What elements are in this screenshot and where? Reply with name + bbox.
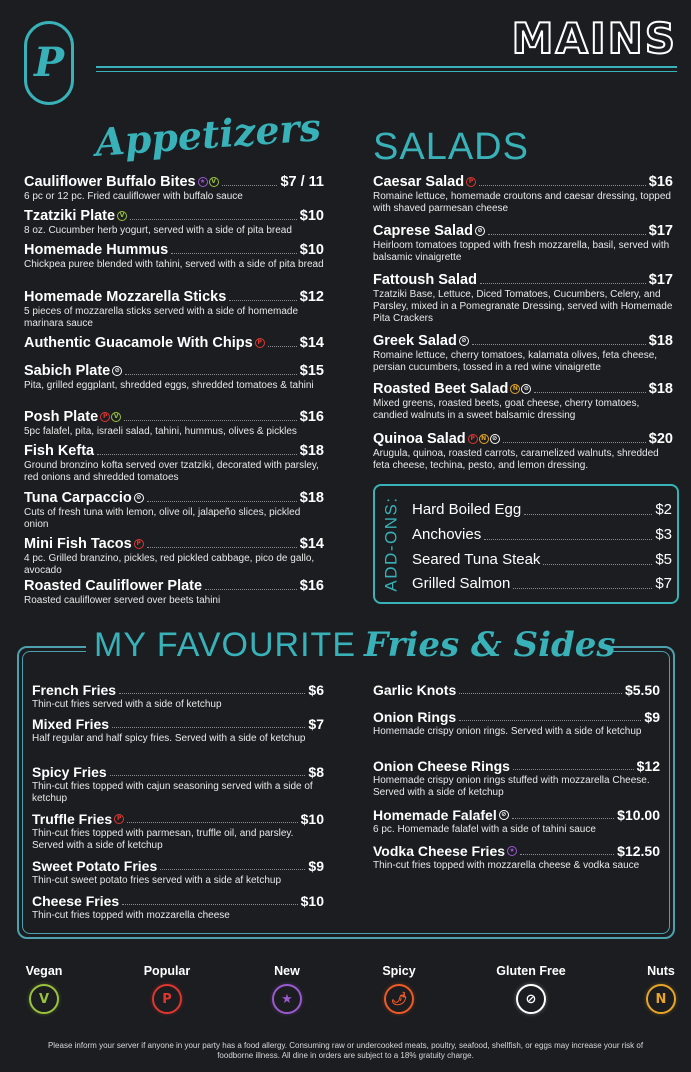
menu-item-row — [24, 578, 324, 594]
dot-leader — [112, 727, 305, 728]
menu-item-price: $10 — [299, 208, 324, 224]
menu-item-description: Homemade crispy onion rings stuffed with mozzarella Cheese. Served with a side of ketchup — [373, 775, 650, 798]
menu-item-badges — [198, 177, 219, 187]
menu-item-badges — [114, 814, 124, 824]
gluten-free-icon: ⊘ — [516, 984, 546, 1014]
menu-item-name: Quinoa Salad — [373, 431, 466, 447]
mains-title: MAINS — [511, 14, 677, 63]
menu-item — [373, 431, 673, 472]
brand-logo — [24, 21, 74, 105]
menu-item-row — [32, 682, 324, 698]
header-divider — [96, 71, 677, 72]
dot-leader — [524, 514, 652, 515]
menu-item-row — [373, 431, 673, 447]
legend-item-nuts — [621, 964, 691, 1014]
menu-item-name: Garlic Knots — [373, 682, 457, 698]
menu-item — [32, 682, 324, 711]
menu-item-badges — [100, 412, 121, 422]
new-icon: ★ — [272, 984, 302, 1014]
dot-leader — [480, 283, 646, 284]
menu-item-description: Tzatziki Base, Lettuce, Diced Tomatoes, Cucumbers, Celery, and Parsley, mixed in a Pomegranate Dressing, served with Homemade Pita Crackers — [373, 289, 673, 324]
menu-item-name: Posh Plate — [24, 409, 99, 425]
menu-item-badges — [112, 366, 122, 376]
menu-item — [32, 716, 324, 745]
nuts-icon: N — [479, 434, 489, 444]
menu-item — [32, 893, 324, 922]
menu-item-row — [24, 289, 324, 305]
menu-item-price: $12.50 — [617, 843, 660, 859]
menu-item — [24, 363, 324, 392]
menu-item-name: Homemade Mozzarella Sticks — [24, 289, 227, 305]
nuts-icon: N — [646, 984, 676, 1014]
new-icon: ★ — [198, 177, 208, 187]
legend-label: New — [274, 964, 300, 978]
menu-item-price: $20 — [648, 431, 673, 447]
dot-leader — [472, 344, 646, 345]
menu-item-name: Authentic Guacamole With Chips — [24, 335, 253, 351]
legend-label: Vegan — [25, 964, 63, 978]
menu-item-description: Thin-cut sweet potato fries served with a side af ketchup — [32, 875, 282, 886]
legend-label: Popular — [143, 964, 191, 978]
vegan-icon: V — [117, 211, 127, 221]
menu-item-row — [373, 272, 673, 288]
nuts-icon: N — [510, 384, 520, 394]
allergy-disclaimer: Please inform your server if anyone in your party has a food allergy. Consuming raw or undercooked meats, poultry, seafood, shellfish, or eggs may increase your risk of foodborne illness. All dine in orders are subject to a 18% gratuity charge. — [47, 1041, 644, 1060]
menu-item-name: Fish Kefta — [24, 443, 95, 459]
menu-item-name: Caprese Salad — [373, 223, 473, 239]
sides-title-script: Fries & Sides — [364, 625, 616, 665]
menu-item-row — [373, 709, 660, 725]
addon-price: $3 — [655, 526, 672, 543]
menu-item-description: Cuts of fresh tuna with lemon, olive oil, jalapeño slices, pickled onion — [24, 507, 301, 530]
menu-item-price: $17 — [648, 272, 673, 288]
dot-leader — [160, 869, 305, 870]
popular-icon: P — [466, 177, 476, 187]
menu-item — [373, 381, 673, 422]
menu-item-row — [373, 174, 673, 190]
menu-item-name: Homemade Falafel — [373, 807, 497, 823]
menu-item-name: Onion Rings — [373, 709, 457, 725]
menu-item-price: $18 — [299, 490, 324, 506]
legend-item-popular — [127, 964, 207, 1014]
menu-item-badges — [507, 846, 517, 856]
menu-item-badges — [459, 336, 469, 346]
menu-item-row — [32, 764, 324, 780]
menu-item — [24, 208, 324, 237]
menu-item-description: Heirloom tomatoes topped with fresh mozzarella, basil, served with balsamic vinaigrette — [373, 240, 670, 263]
menu-item-row — [373, 333, 673, 349]
menu-item-name: Cheese Fries — [32, 893, 120, 909]
menu-item-row — [24, 242, 324, 258]
menu-item-price: $7 — [308, 716, 324, 732]
spicy-icon: 🌶 — [384, 984, 414, 1014]
gluten-free-icon: ⊘ — [521, 384, 531, 394]
addon-name: Seared Tuna Steak — [412, 551, 541, 568]
menu-item-row — [32, 811, 324, 827]
menu-item-price: $18 — [299, 443, 324, 459]
menu-item-name: Roasted Cauliflower Plate — [24, 578, 203, 594]
sides-title-plain: MY FAVOURITE — [94, 626, 357, 664]
menu-item-price: $6 — [308, 682, 324, 698]
menu-item-description: Ground bronzino kofta served over tzatziki, decorated with parsley, red onions and shredded tomatoes — [24, 460, 319, 483]
menu-item-price: $10.00 — [617, 807, 660, 823]
menu-item-description: 5pc falafel, pita, israeli salad, tahini, hummus, olives & pickles — [24, 426, 297, 437]
addon-name: Hard Boiled Egg — [412, 501, 522, 518]
dot-leader — [534, 392, 645, 393]
legend-label: Spicy — [382, 964, 416, 978]
legend-item-new — [247, 964, 327, 1014]
menu-item-price: $14 — [299, 536, 324, 552]
addon-item — [412, 551, 672, 569]
vegan-icon: V — [209, 177, 219, 187]
menu-item-badges — [134, 493, 144, 503]
dot-leader — [503, 442, 646, 443]
menu-item-name: Mixed Fries — [32, 716, 110, 732]
gluten-free-icon: ⊘ — [499, 810, 509, 820]
menu-item-description: 6 pc. Homemade falafel with a side of tahini sauce — [373, 824, 596, 835]
gluten-free-icon: ⊘ — [459, 336, 469, 346]
menu-item-name: Spicy Fries — [32, 764, 107, 780]
menu-item-row — [373, 381, 673, 397]
gluten-free-icon: ⊘ — [490, 434, 500, 444]
addon-price: $2 — [655, 501, 672, 518]
menu-item-row — [24, 363, 324, 379]
addon-name: Grilled Salmon — [412, 575, 511, 592]
menu-item-price: $7 / 11 — [280, 174, 324, 190]
dot-leader — [520, 854, 614, 855]
menu-item — [24, 490, 324, 531]
menu-item — [373, 807, 660, 836]
menu-item-badges — [255, 338, 265, 348]
menu-item-price: $16 — [648, 174, 673, 190]
menu-item-name: Cauliflower Buffalo Bites — [24, 174, 196, 190]
menu-item-price: $12 — [636, 758, 660, 774]
menu-item — [32, 858, 324, 887]
menu-item-row — [24, 174, 324, 190]
menu-item-name: Onion Cheese Rings — [373, 758, 510, 774]
menu-item-badges — [466, 177, 476, 187]
menu-item — [24, 174, 324, 203]
menu-item — [24, 443, 324, 484]
addons-label-text: ADD-ONS: — [382, 496, 401, 592]
menu-item-badges — [117, 211, 127, 221]
menu-item-row — [24, 409, 324, 425]
menu-item — [24, 578, 324, 607]
dot-leader — [110, 775, 306, 776]
menu-item-badges — [134, 539, 144, 549]
menu-item-description: 5 pieces of mozzarella sticks served with a side of homemade marinara sauce — [24, 306, 299, 329]
menu-item-badges — [475, 226, 485, 236]
dot-leader — [484, 539, 652, 540]
menu-item — [373, 682, 660, 698]
dot-leader — [122, 904, 297, 905]
vegan-icon: V — [111, 412, 121, 422]
menu-item-price: $9 — [308, 858, 324, 874]
menu-item-description: 6 pc or 12 pc. Fried cauliflower with buffalo sauce — [24, 191, 243, 202]
menu-item — [373, 333, 673, 374]
dot-leader — [512, 818, 614, 819]
menu-item-name: Sweet Potato Fries — [32, 858, 158, 874]
menu-item — [24, 335, 324, 351]
menu-item-row — [24, 490, 324, 506]
menu-item-row — [373, 758, 660, 774]
dot-leader — [171, 253, 297, 254]
menu-item-price: $12 — [299, 289, 324, 305]
menu-item-row — [373, 682, 660, 698]
menu-item-price: $18 — [648, 333, 673, 349]
menu-item-price: $16 — [299, 578, 324, 594]
dot-leader — [130, 219, 297, 220]
popular-icon: P — [255, 338, 265, 348]
addon-item — [412, 526, 672, 544]
dot-leader — [459, 720, 641, 721]
menu-item — [373, 174, 673, 215]
menu-item — [373, 272, 673, 325]
addon-item — [412, 501, 672, 519]
legend-label: Nuts — [647, 964, 675, 978]
menu-item-price: $10 — [300, 893, 324, 909]
menu-item-name: Caesar Salad — [373, 174, 465, 190]
sides-title — [94, 625, 616, 665]
menu-item-name: Fattoush Salad — [373, 272, 477, 288]
menu-item-description: Romaine lettuce, homemade croutons and caesar dressing, topped with shaved parmesan cheese — [373, 191, 671, 214]
popular-icon: P — [152, 984, 182, 1014]
menu-item-name: Tuna Carpaccio — [24, 490, 132, 506]
popular-icon: P — [114, 814, 124, 824]
menu-item-name: Vodka Cheese Fries — [373, 843, 506, 859]
menu-item-badges — [468, 434, 500, 444]
menu-item-name: French Fries — [32, 682, 117, 698]
dot-leader — [124, 420, 297, 421]
menu-item-row — [24, 335, 324, 351]
addons-label — [372, 485, 412, 603]
menu-item-row — [32, 858, 324, 874]
menu-item-name: Greek Salad — [373, 333, 457, 349]
menu-item — [32, 811, 324, 852]
addon-item — [412, 575, 672, 593]
menu-item-row — [373, 843, 660, 859]
menu-item-price: $9 — [644, 709, 660, 725]
menu-item — [373, 223, 673, 264]
menu-item-badges — [499, 810, 509, 820]
menu-item-description: Thin-cut fries topped with parmesan, truffle oil, and parsley. Served with a side of ketchup — [32, 828, 294, 851]
menu-item-description: Roasted cauliflower served over beets tahini — [24, 595, 221, 606]
dot-leader — [513, 769, 634, 770]
menu-item-price: $10 — [300, 811, 324, 827]
addon-price: $7 — [655, 575, 672, 592]
menu-item-price: $18 — [648, 381, 673, 397]
menu-item-price: $14 — [299, 335, 324, 351]
dot-leader — [268, 346, 297, 347]
menu-item-row — [24, 443, 324, 459]
menu-item-description: Chickpea puree blended with tahini, served with a side of pita bread — [24, 259, 324, 270]
appetizers-title: Appetizers — [93, 104, 323, 165]
menu-item — [24, 536, 324, 577]
legend-item-vegan — [4, 964, 84, 1014]
salads-title: SALADS — [373, 126, 529, 168]
menu-item-description: Mixed greens, roasted beets, goat cheese, cherry tomatoes, candied walnuts in a sweet balsamic dressing — [373, 398, 640, 421]
menu-item-description: Thin-cut fries topped with cajun seasoning served with a side of ketchup — [32, 781, 313, 804]
menu-item-description: 4 pc. Grilled branzino, pickles, red pickled cabbage, pico de gallo, avocado — [24, 553, 315, 576]
vegan-icon: V — [29, 984, 59, 1014]
menu-item — [24, 242, 324, 271]
menu-item-price: $8 — [308, 764, 324, 780]
dot-leader — [222, 185, 278, 186]
dot-leader — [127, 822, 298, 823]
menu-item-description: Thin-cut fries served with a side of ketchup — [32, 699, 222, 710]
brand-logo-letter: P — [33, 39, 65, 86]
menu-item-name: Sabich Plate — [24, 363, 111, 379]
menu-item-row — [32, 716, 324, 732]
header-divider — [96, 66, 677, 68]
popular-icon: P — [468, 434, 478, 444]
addon-name: Anchovies — [412, 526, 482, 543]
menu-item-row — [24, 208, 324, 224]
popular-icon: P — [100, 412, 110, 422]
menu-item-price: $10 — [299, 242, 324, 258]
menu-item-price: $15 — [299, 363, 324, 379]
menu-item-description: Romaine lettuce, cherry tomatoes, kalamata olives, feta cheese, persian cucumbers, tossed in a red wine vinaigrette — [373, 350, 658, 373]
menu-item — [24, 289, 324, 330]
menu-item-price: $17 — [648, 223, 673, 239]
menu-item — [32, 764, 324, 805]
dot-leader — [147, 501, 297, 502]
menu-item-price: $16 — [299, 409, 324, 425]
menu-item-badges — [510, 384, 531, 394]
menu-item — [24, 409, 324, 438]
new-icon: ★ — [507, 846, 517, 856]
menu-item-description: Arugula, quinoa, roasted carrots, caramelized walnuts, shredded feta cheese, techina, pesto, and lemon dressing. — [373, 448, 659, 471]
menu-item-description: Thin-cut fries topped with mozzarella cheese & vodka sauce — [373, 860, 640, 871]
dot-leader — [459, 693, 622, 694]
gluten-free-icon: ⊘ — [134, 493, 144, 503]
menu-item-description: 8 oz. Cucumber herb yogurt, served with a side of pita bread — [24, 225, 292, 236]
menu-item — [373, 843, 660, 872]
menu-item-name: Homemade Hummus — [24, 242, 169, 258]
addon-price: $5 — [655, 551, 672, 568]
dot-leader — [479, 185, 646, 186]
dot-leader — [543, 564, 652, 565]
menu-item-row — [373, 223, 673, 239]
menu-item-name: Truffle Fries — [32, 811, 113, 827]
legend-label: Gluten Free — [496, 964, 566, 978]
legend-item-spicy — [359, 964, 439, 1014]
menu-item-price: $5.50 — [624, 682, 660, 698]
dot-leader — [513, 588, 652, 589]
menu-item — [373, 758, 660, 799]
legend-item-gluten-free — [491, 964, 571, 1014]
menu-item-name: Mini Fish Tacos — [24, 536, 132, 552]
menu-item-row — [32, 893, 324, 909]
menu-item — [373, 709, 660, 738]
dot-leader — [488, 234, 646, 235]
menu-item-description: Half regular and half spicy fries. Served with a side of ketchup — [32, 733, 306, 744]
dot-leader — [205, 589, 297, 590]
menu-item-description: Homemade crispy onion rings. Served with a side of ketchup — [373, 726, 642, 737]
menu-item-row — [373, 807, 660, 823]
dot-leader — [229, 300, 297, 301]
dot-leader — [147, 547, 297, 548]
menu-item-row — [24, 536, 324, 552]
menu-item-description: Thin-cut fries topped with mozzarella cheese — [32, 910, 230, 921]
menu-item-description: Pita, grilled eggplant, shredded eggs, shredded tomatoes & tahini — [24, 380, 314, 391]
menu-item-name: Tzatziki Plate — [24, 208, 116, 224]
dot-leader — [125, 374, 297, 375]
menu-item-name: Roasted Beet Salad — [373, 381, 509, 397]
gluten-free-icon: ⊘ — [112, 366, 122, 376]
dot-leader — [119, 693, 305, 694]
dot-leader — [97, 454, 297, 455]
gluten-free-icon: ⊘ — [475, 226, 485, 236]
popular-icon: P — [134, 539, 144, 549]
